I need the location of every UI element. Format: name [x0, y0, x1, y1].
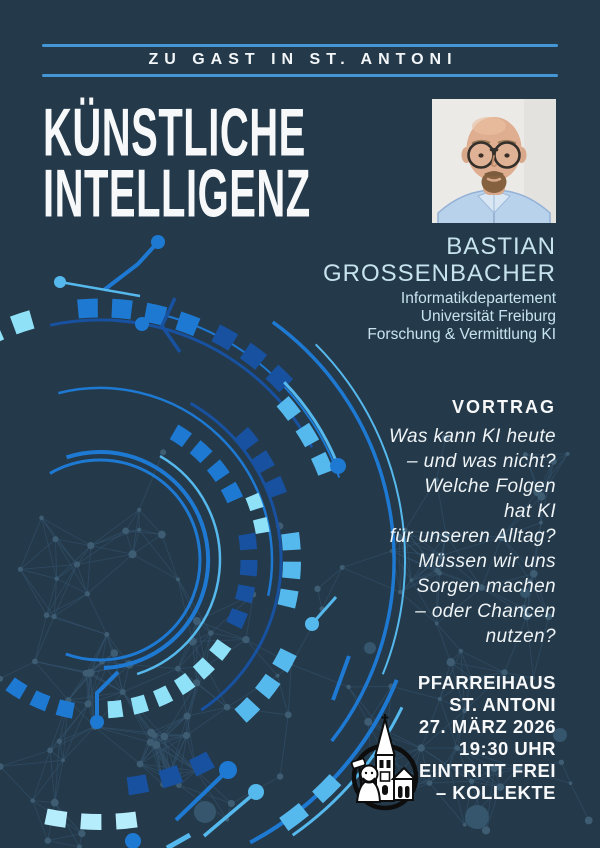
talk-label: VORTRAG [452, 397, 556, 417]
event-line: EINTRITT FREI [418, 760, 556, 781]
speaker-affiliation [367, 290, 556, 344]
church-logo-icon [345, 712, 425, 812]
poster-title-line2: INTELLIGENZ [43, 157, 311, 232]
event-details [418, 672, 556, 804]
bottom-rule [42, 74, 558, 77]
kicker-text: ZU GAST IN ST. ANTONI [148, 51, 458, 68]
parish-logo [345, 712, 425, 812]
speaker-portrait-image [432, 99, 556, 223]
poster-title-line1: KÜNSTLICHE [43, 96, 306, 171]
question-line: – und was nicht? [407, 451, 556, 472]
talk-questions [389, 424, 556, 649]
speaker-name-line1: BASTIAN [446, 233, 556, 260]
affiliation-line: Universität Freiburg [420, 308, 556, 325]
event-line: ST. ANTONI [449, 694, 556, 715]
question-line: Welche Folgen [424, 476, 556, 497]
speaker-name [323, 233, 556, 287]
speaker-name-line2: GROSSENBACHER [322, 260, 556, 287]
top-rule [42, 44, 558, 47]
event-line: 27. MÄRZ 2026 [418, 716, 556, 737]
question-line: nutzen? [485, 626, 556, 647]
question-line: Sorgen machen [416, 576, 556, 597]
question-line: für unseren Alltag? [389, 526, 556, 547]
affiliation-line: Forschung & Vermittlung KI [367, 326, 556, 343]
event-line: 19:30 UHR [458, 738, 556, 759]
event-line: PFARREIHAUS [417, 672, 556, 693]
question-line: – oder Chancen [415, 601, 556, 622]
affiliation-line: Informatikdepartement [400, 290, 556, 307]
question-line: hat KI [503, 501, 556, 522]
speaker-photo [432, 99, 556, 223]
question-line: Müssen wir uns [418, 551, 556, 572]
event-line: – KOLLEKTE [435, 782, 556, 803]
question-line: Was kann KI heute [389, 426, 556, 447]
